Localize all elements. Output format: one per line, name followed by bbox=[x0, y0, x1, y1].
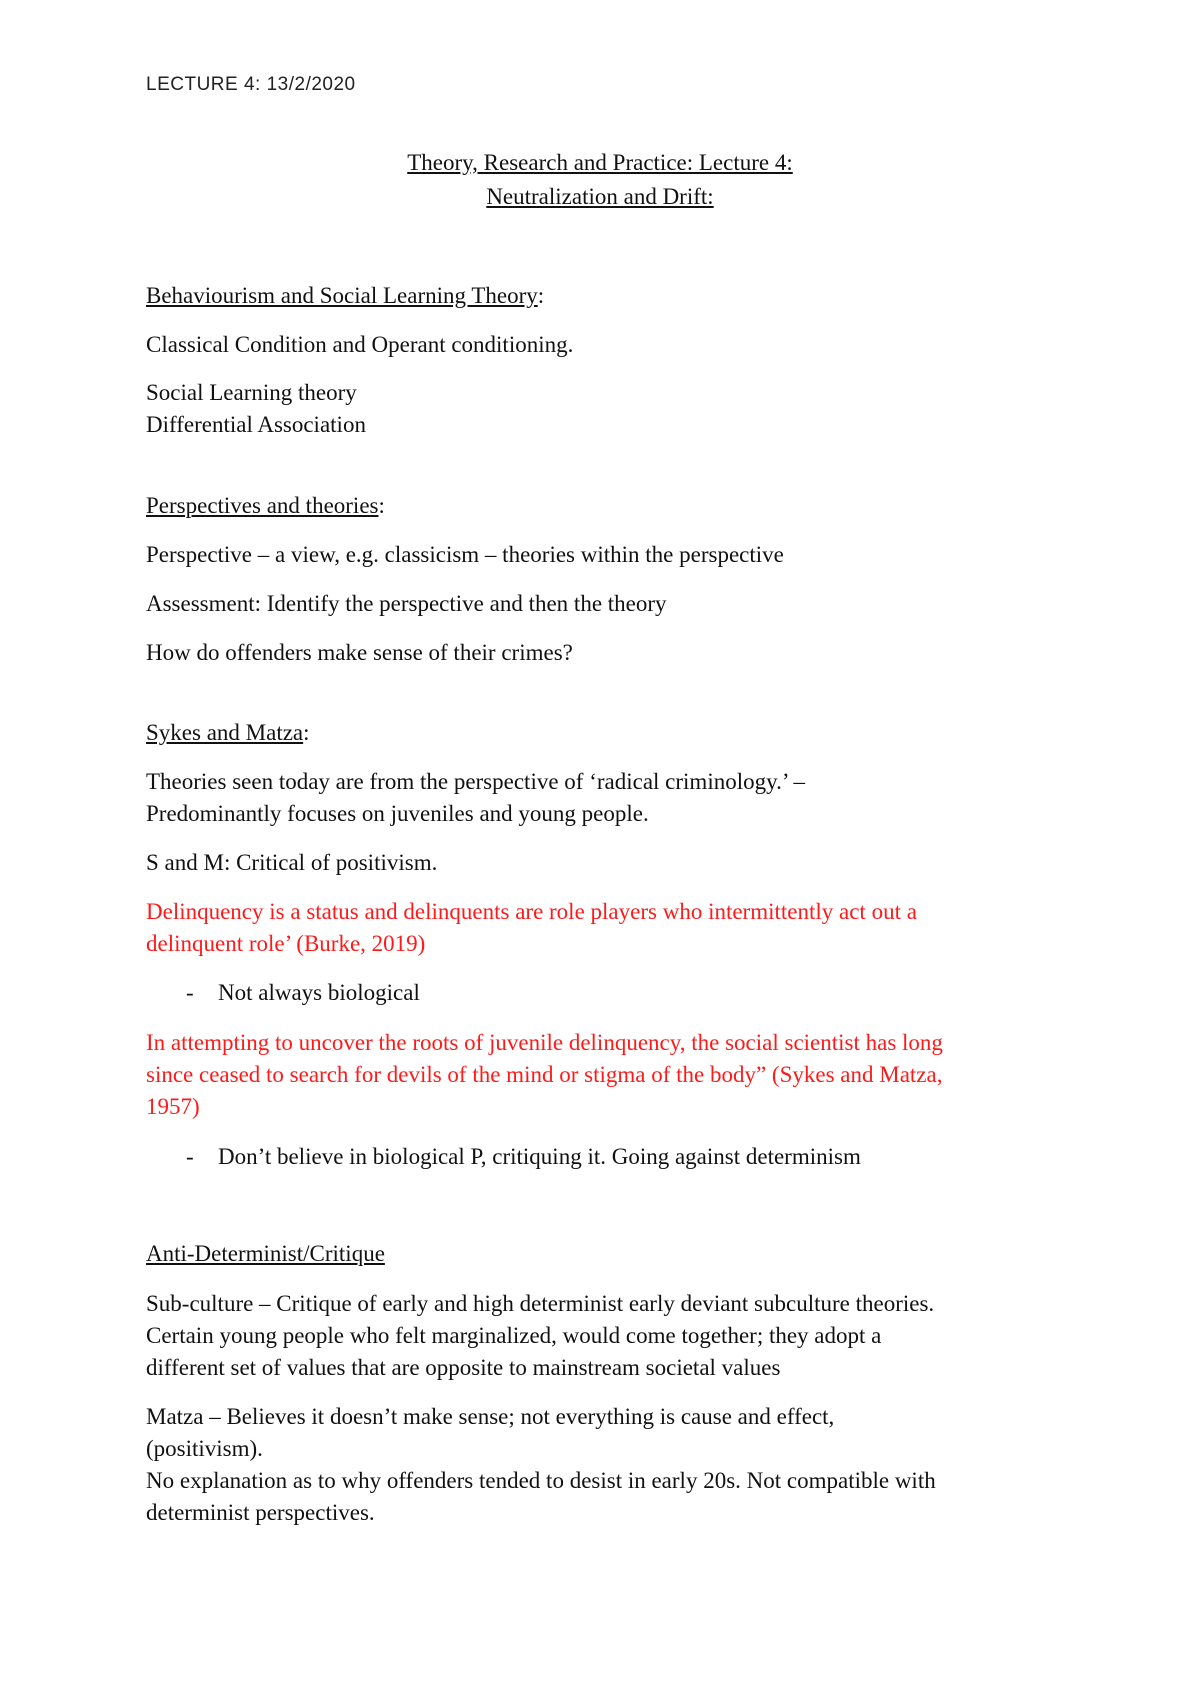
dash-bullet-icon: - bbox=[186, 980, 194, 1005]
perspectives-line-3: How do offenders make sense of their crimes? bbox=[146, 640, 573, 665]
perspectives-heading: Perspectives and theories: bbox=[146, 493, 385, 518]
sykes-matza-heading-text: Sykes and Matza bbox=[146, 720, 304, 745]
anti-determinist-line-3: different set of values that are opposite to mainstream societal values bbox=[146, 1355, 781, 1380]
anti-determinist-line-7: determinist perspectives. bbox=[146, 1500, 375, 1525]
perspectives-heading-text: Perspectives and theories bbox=[146, 493, 379, 518]
bullet-item-2-text: Don’t believe in biological P, critiquing it. Going against determinism bbox=[218, 1144, 861, 1169]
sykes-matza-line-3: S and M: Critical of positivism. bbox=[146, 850, 438, 875]
anti-determinist-line-2: Certain young people who felt marginalized, would come together; they adopt a bbox=[146, 1323, 882, 1348]
sykes-matza-quote-line-1: In attempting to uncover the roots of juvenile delinquency, the social scientist has long bbox=[146, 1030, 943, 1055]
behaviourism-heading: Behaviourism and Social Learning Theory: bbox=[146, 283, 545, 308]
burke-quote-line-2: delinquent role’ (Burke, 2019) bbox=[146, 931, 426, 956]
perspectives-line-2: Assessment: Identify the perspective and then the theory bbox=[146, 591, 667, 616]
dash-bullet-icon: - bbox=[186, 1144, 194, 1169]
bullet-item-2 bbox=[186, 1141, 861, 1173]
lecture-date-header: LECTURE 4: 13/2/2020 bbox=[146, 74, 356, 95]
bullet-item-1 bbox=[186, 977, 420, 1009]
perspectives-line-1: Perspective – a view, e.g. classicism – theories within the perspective bbox=[146, 542, 784, 567]
anti-determinist-line-1: Sub-culture – Critique of early and high determinist early deviant subculture theories. bbox=[146, 1291, 935, 1316]
behaviourism-heading-text: Behaviourism and Social Learning Theory bbox=[146, 283, 538, 308]
sykes-matza-line-2: Predominantly focuses on juveniles and young people. bbox=[146, 801, 649, 826]
behaviourism-line-3: Differential Association bbox=[146, 412, 366, 437]
behaviourism-line-2: Social Learning theory bbox=[146, 380, 357, 405]
sykes-matza-heading: Sykes and Matza: bbox=[146, 720, 310, 745]
anti-determinist-heading-text: Anti-Determinist/Critique bbox=[146, 1241, 385, 1266]
anti-determinist-line-4: Matza – Believes it doesn’t make sense; not everything is cause and effect, bbox=[146, 1404, 835, 1429]
sykes-matza-quote-line-3: 1957) bbox=[146, 1094, 200, 1119]
title-line-1: Theory, Research and Practice: Lecture 4: bbox=[407, 150, 793, 175]
sykes-matza-quote-line-2: since ceased to search for devils of the mind or stigma of the body” (Sykes and Matza, bbox=[146, 1062, 943, 1087]
anti-determinist-line-5: (positivism). bbox=[146, 1436, 263, 1461]
anti-determinist-heading bbox=[146, 1238, 385, 1270]
anti-determinist-line-6: No explanation as to why offenders tended to desist in early 20s. Not compatible with bbox=[146, 1468, 936, 1493]
sykes-matza-line-1: Theories seen today are from the perspective of ‘radical criminology.’ – bbox=[146, 769, 806, 794]
behaviourism-line-1: Classical Condition and Operant conditioning. bbox=[146, 332, 574, 357]
bullet-item-1-text: Not always biological bbox=[218, 980, 420, 1005]
burke-quote-line-1: Delinquency is a status and delinquents are role players who intermittently act out a bbox=[146, 899, 917, 924]
title-line-2: Neutralization and Drift: bbox=[486, 184, 714, 209]
